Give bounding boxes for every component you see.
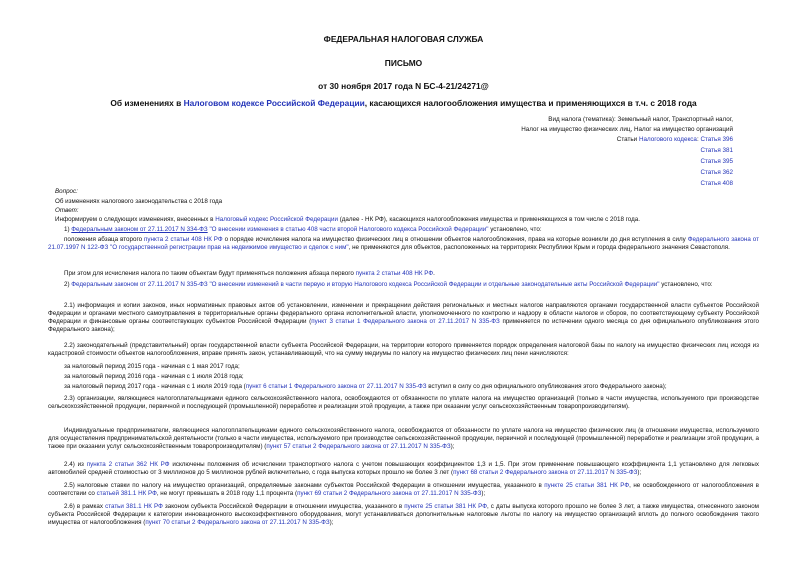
paragraph-2-4 — [48, 461, 759, 477]
articles-colon: : — [696, 136, 701, 143]
p15-end: ); — [329, 519, 334, 527]
article-link-408-text[interactable]: Статья 408 — [700, 180, 733, 187]
article-408-p2-link[interactable]: пункта 2 статьи 408 НК РФ — [144, 236, 223, 243]
p3-mid: о порядке исчисления налога на имущество физических лиц в отношении объектов налогообложения, права на которые возникли до дня вступления в силу — [222, 236, 688, 243]
answer-label: Ответ: — [55, 207, 79, 214]
p5-end: установлено, что: — [659, 281, 713, 288]
p13-end: ); — [637, 469, 642, 477]
question-text: Об изменениях налогового законодательства с 2018 года — [55, 198, 223, 205]
document-title — [0, 98, 807, 108]
tax-type-line-2: Налог на имущество физических лиц, Налог на имущество организаций — [521, 126, 733, 133]
law-334-link[interactable]: Федеральным законом от 27.11.2017 N 334-ФЗ — [71, 226, 208, 233]
question-label: Вопрос: — [55, 188, 78, 195]
paragraph-intro — [55, 216, 766, 224]
period-2017 — [48, 383, 759, 391]
paragraph-2-3-ip — [48, 427, 759, 451]
law-335-art2-p57-link[interactable]: пункт 57 статьи 2 Федерального закона от 27.11.2017 N 335-ФЗ — [266, 443, 451, 451]
law-334-title-link[interactable]: "О внесении изменения в статью 408 части второй Налогового кодекса Российской Федерации" — [209, 226, 489, 233]
title-text-after: , касающихся налогообложения имущества и применяющихся в т.ч. с 2018 года — [364, 98, 697, 108]
p15-mid: законом субъекта Российской Федерации в отношении имущества, указанного в — [162, 503, 405, 510]
p4-start: При этом для исчисления налога по таким объектам будут применяться положения абзаца первого — [64, 270, 356, 277]
p14-mid: , не освобожденного от налогообложения в соответствии со — [48, 482, 760, 498]
p10-end: вступил в силу со дня официального опубликования этого Федерального закона); — [426, 383, 667, 390]
article-381-p25-link[interactable]: пункте 25 статьи 381 НК РФ — [544, 482, 630, 489]
paragraph-2-3: 2.3) организации, являющиеся налогоплательщиками единого сельскохозяйственного налога, освобождаются от обязанности по уплате налога на имущество организаций (только в части имущества, используемого при производстве сельскохозяйственной продукции, первичной и последующей (промышленной) переработке и реализации этой продукции, а также при оказании услуг сельскохозяйственным товаропроизводителям). — [48, 395, 759, 411]
article-link-381[interactable] — [700, 147, 733, 155]
article-link-396[interactable]: Статья 396 — [700, 136, 733, 143]
p6-text: 2.1) информация и копии законов, иных нормативных правовых актов об установлении, изменении и прекращении действия региональных и местных налогов направляются органами государственной власти субъектов Российской Федерации и органами местного самоуправления в территориальные органы федерального органа исполнительной власти, уполномоченного по контролю и надзору в области налогов и сборов, по соответствующему субъекту Российской Федерации и финансовые органы соответствующих субъектов Российской Федерации ( — [48, 302, 759, 326]
law-122-link[interactable]: Федерального закона от 21.07.1997 N 122-ФЗ "О государственной регистрации прав на недвижимое имущество и сделок с ним" — [48, 236, 759, 252]
law-335-art2-p70-link[interactable]: пункт 70 статьи 2 Федерального закона от 27.11.2017 N 335-ФЗ — [145, 519, 330, 527]
law-335-art2-p69-link[interactable]: пункт 69 статьи 2 Федерального закона от 27.11.2017 N 335-ФЗ — [297, 490, 482, 498]
law-335-art2-p68-link[interactable]: пункт 68 статьи 2 Федерального закона от 27.11.2017 N 335-ФЗ — [453, 469, 638, 477]
intro-text-end: (далее - НК РФ), касающихся налогообложения имущества и применяющихся в том числе с 2018 года. — [337, 216, 641, 223]
period-2016: за налоговый период 2016 года - начиная с 1 июля 2018 года; — [64, 373, 244, 380]
articles-line — [617, 136, 733, 144]
p1-num: 1) — [64, 226, 72, 233]
p6-end: применяется по истечении одного месяца со дня официального опубликования этого Федерального закона); — [48, 318, 759, 334]
article-link-395-text[interactable]: Статья 395 — [700, 158, 733, 165]
tax-code-title-link[interactable]: Налоговом кодексе Российской Федерации — [183, 98, 365, 108]
p12-text: Индивидуальные предприниматели, являющиеся налогоплательщиками единого сельскохозяйственного налога, освобождаются от обязанности по уплате налога на имущество физических лиц (в отношении имущества, используемого для осуществления предпринимательской деятельности (только в части имущества, используемого при производстве сельскохозяйственной продукции, первичной и последующей (промышленной) переработке и реализации этой продукции, а также при оказании услуг сельскохозяйственным товаропроизводителям) ( — [48, 427, 759, 451]
p14-start: 2.5) налоговые ставки по налогу на имущество организаций, определяемые законами субъектов Российской Федерации в отношении имущества, указанного в — [64, 482, 545, 489]
article-link-395[interactable] — [700, 158, 733, 166]
articles-prefix: Статьи — [616, 136, 639, 143]
article-link-408[interactable] — [700, 180, 733, 188]
article-link-381-text[interactable]: Статья 381 — [700, 147, 733, 154]
document-type: ПИСЬМО — [384, 58, 423, 68]
p14-end: ); — [481, 490, 486, 498]
paragraph-2-2: 2.2) законодательный (представительный) орган государственной власти субъекта Российской Федерации, на территории которого применяется порядок определения налоговой базы по налогу на имущество физических лиц исходя из кадастровой стоимости объектов налогообложения, вправе принять закон, устанавливающий, что на сумму медиумы по налогу на имущество физических лиц пени начисляются: — [48, 342, 759, 358]
period-2015: за налоговый период 2015 года - начиная с 1 мая 2017 года; — [64, 363, 240, 370]
document-date-number: от 30 ноября 2017 года N БС-4-21/24271@ — [318, 81, 489, 91]
title-text-before: Об изменениях в — [110, 98, 184, 108]
p3-start: положения абзаца второго — [64, 236, 145, 243]
law-335-art1-p6-link[interactable]: пункт 6 статьи 1 Федерального закона от 27.11.2017 N 335-ФЗ — [245, 383, 427, 390]
tax-type-line-1: Вид налога (тематика): Земельный налог, Транспортный налог, — [548, 116, 733, 123]
p10-start: за налоговый период 2017 года - начиная с 1 июля 2019 года ( — [64, 383, 246, 390]
paragraph-1-note — [48, 270, 759, 278]
p15-mid-2: , с даты выпуска которого прошло не более 3 лет, а также имущества, отнесенного законом субъекта Российской Федерации к категории инновационного высокоэффективного оборудования, могут устанавливаться дополнительные налоговые льготы по налогу на имущество организаций вплоть до полного освобождения такого имущества от налогообложения ( — [48, 503, 759, 527]
p12-end: ); — [450, 443, 455, 451]
p13-mid: исключены положения об исчислении транспортного налога с учетом повышающих коэффициентов 1,3 и 1,5. При этом применение повышающего коэффициента 1,1 установлено для легковых автомобилей средней стоимостью от 3 миллионов до 5 миллионов рублей включительно, с года выпуска которых прошло не более 3 лет ( — [48, 461, 759, 477]
p5-num: 2) — [64, 281, 72, 288]
paragraph-2-5 — [48, 482, 759, 498]
article-381-p25-link-2[interactable]: пункте 25 статьи 381 НК РФ — [404, 503, 487, 510]
tax-code-body-link[interactable]: Налоговый кодекс Российской Федерации — [215, 216, 338, 223]
paragraph-2-6 — [48, 503, 759, 527]
article-362-p2-link[interactable]: пункта 2 статьи 362 НК РФ — [86, 461, 170, 468]
law-335-link[interactable]: Федеральным законом от 27.11.2017 N 335-ФЗ "О внесении изменений в части первую и вторую Налогового кодекса Российской Федерации и отдельные законодательные акты Российской Федерации" — [71, 281, 660, 288]
article-381-1-link-2[interactable]: статьи 381.1 НК РФ — [105, 503, 163, 510]
law-335-art1-p3-link[interactable]: пункт 3 статьи 1 Федерального закона от 27.11.2017 N 335-ФЗ — [311, 318, 500, 326]
p15-start: 2.6) в рамках — [64, 503, 106, 510]
agency-name: ФЕДЕРАЛЬНАЯ НАЛОГОВАЯ СЛУЖБА — [323, 34, 484, 44]
article-381-1-link[interactable]: статьей 381.1 НК РФ — [96, 490, 157, 498]
paragraph-2-1 — [48, 302, 759, 334]
p1-end: установлено, что: — [488, 226, 542, 233]
p3-end: , не применяются для объектов, расположенных на территориях Республики Крым и города федерального значения Севастополя. — [348, 244, 730, 252]
paragraph-1 — [48, 226, 759, 234]
p4-end: . — [433, 270, 435, 277]
p14-mid-2: , не могут превышать в 2018 году 1,1 процента ( — [156, 490, 298, 498]
p13-start: 2.4) из — [64, 461, 87, 468]
intro-text: Информируем о следующих изменениях, внесенных в — [55, 216, 216, 223]
paragraph-2 — [48, 281, 759, 289]
paragraph-1-text — [48, 236, 759, 252]
article-link-362-text[interactable]: Статья 362 — [700, 169, 733, 176]
article-link-362[interactable] — [700, 169, 733, 177]
tax-code-link[interactable]: Налогового кодекса — [638, 136, 697, 143]
article-408-p2-link-2[interactable]: пункта 2 статьи 408 НК РФ — [355, 270, 434, 277]
